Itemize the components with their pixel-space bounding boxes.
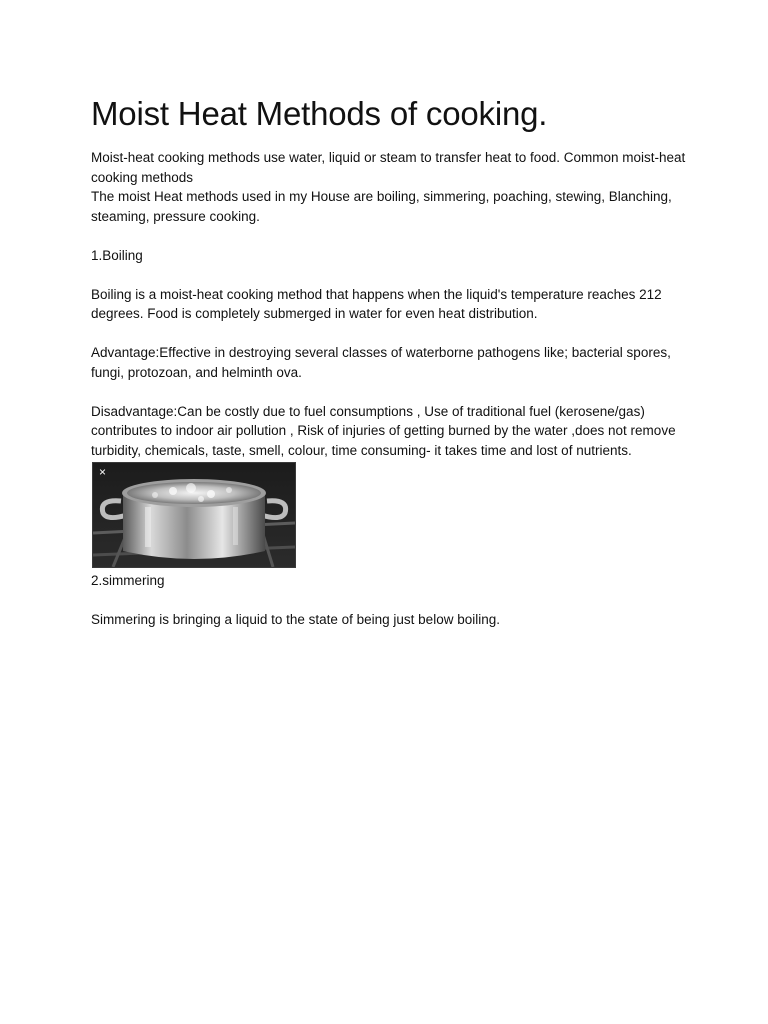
boiling-disadvantage: Disadvantage:Can be costly due to fuel consumptions , Use of traditional fuel (kerosene/gas) contributes to indoor air pollution , Risk of injuries of getting burned by the water ,does not remove turbidity, chemicals, taste, smell, colour, time consuming- it takes time and lost of nutrients.	[91, 403, 676, 458]
simmering-description: Simmering is bringing a liquid to the state of being just below boiling.	[91, 612, 500, 627]
boiling-advantage: Advantage:Effective in destroying several classes of waterborne pathogens like; bacterial spores, fungi, protozoan, and helminth ova.	[91, 345, 671, 380]
simmering-heading: 2.simmering	[91, 573, 165, 588]
boiling-heading: 1.Boiling	[91, 247, 143, 263]
boiling-pot-image	[92, 462, 296, 568]
intro-paragraph-2: The moist Heat methods used in my House are boiling, simmering, poaching, stewing, Blanching, steaming, pressure cooking.	[91, 189, 672, 224]
document-title: Moist Heat Methods of cooking.	[91, 95, 548, 132]
intro-paragraph-1: Moist-heat cooking methods use water, liquid or steam to transfer heat to food. Common moist-heat cooking methods	[91, 150, 686, 185]
boiling-description: Boiling is a moist-heat cooking method that happens when the liquid's temperature reaches 212 degrees. Food is completely submerged in water for even heat distribution.	[91, 286, 662, 321]
document-page	[91, 92, 691, 630]
close-icon[interactable]: ×	[99, 465, 107, 479]
boiling-pot-illustration	[93, 463, 295, 567]
